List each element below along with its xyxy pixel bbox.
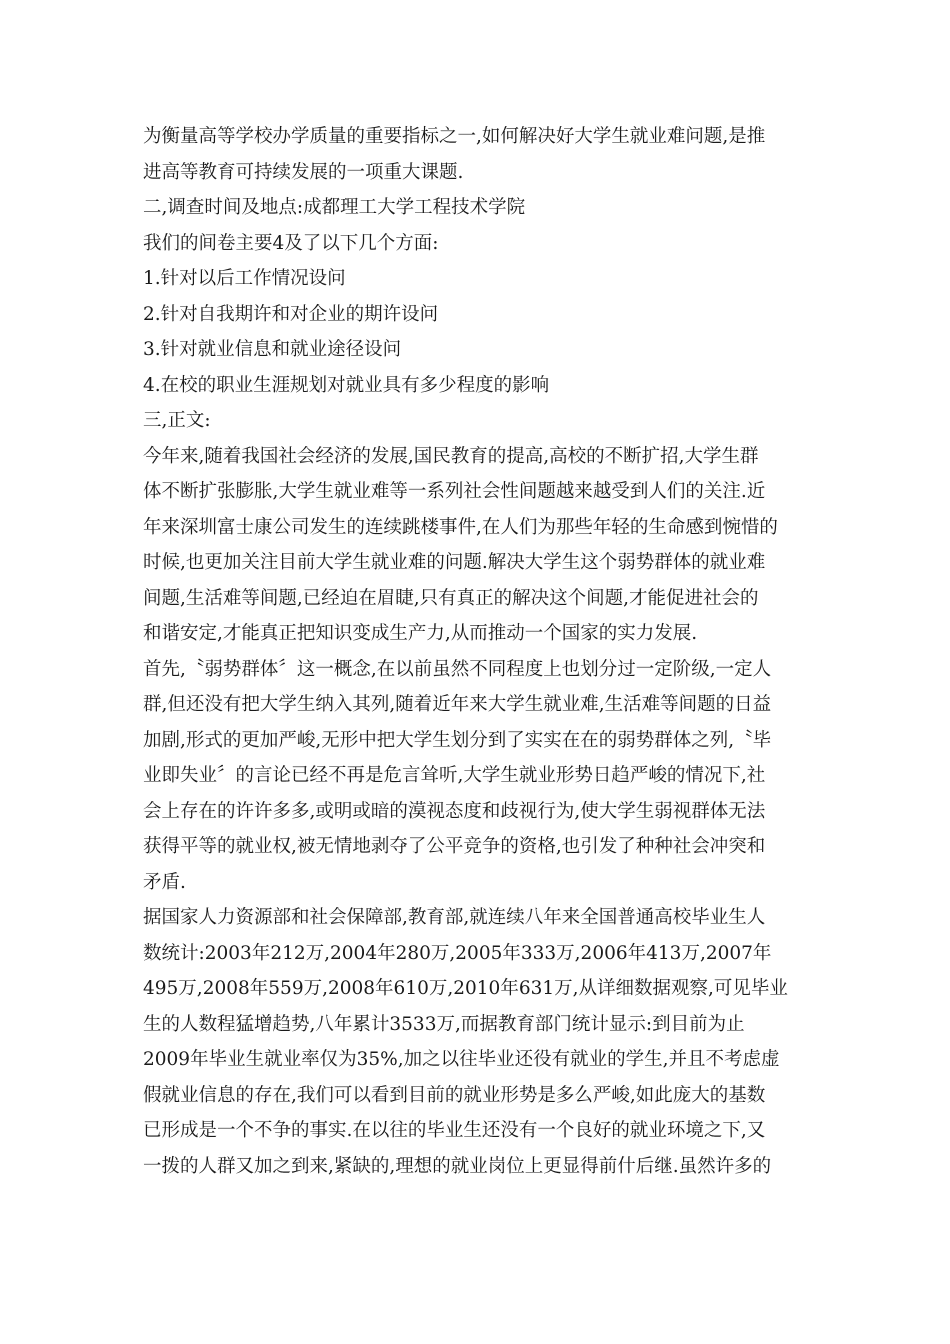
body-text xyxy=(143,119,808,1184)
text-line: 假就业信息的存在,我们可以看到目前的就业形势是多么严峻,如此庞大的基数 xyxy=(143,1084,766,1106)
text-line: 为衡量高等学校办学质量的重要指标之一,如何解决好大学生就业难问题,是推 xyxy=(143,126,766,147)
text-line: 业即失业〞的言论已经不再是危言耸听,大学生就业形势日趋严峻的情况下,社 xyxy=(143,765,766,786)
text-line: 今年来,随着我国社会经济的发展,国民教育的提高,高校的不断扩招,大学生群 xyxy=(143,445,759,467)
list-item: 2.针对自我期许和对企业的期许设问 xyxy=(143,303,439,325)
text-line: 一拨的人群又加之到来,紧缺的,理想的就业岗位上更显得前什后继.虽然许多的 xyxy=(143,1155,772,1177)
text-line: 495万,2008年559万,2008年610万,2010年631万,从详细数据观察,可见毕业 xyxy=(143,978,788,999)
text-line: 时候,也更加关注目前大学生就业难的问题.解决大学生这个弱势群体的就业难 xyxy=(143,552,766,573)
text-line: 已形成是一个不争的事实.在以往的毕业生还没有一个良好的就业环境之下,又 xyxy=(143,1120,766,1141)
text-line: 我们的间卷主要4及了以下几个方面: xyxy=(143,232,439,254)
text-line: 会上存在的许许多多,或明或暗的漠视态度和歧视行为,使大学生弱视群体无法 xyxy=(143,800,766,822)
list-item: 3.针对就业信息和就业途径设问 xyxy=(143,339,402,360)
text-line: 首先,〝弱势群体〞这一概念,在以前虽然不同程度上也划分过一定阶级,一定人 xyxy=(143,658,772,680)
text-line: 数统计:2003年212万,2004年280万,2005年333万,2006年413万,2007年 xyxy=(143,942,772,964)
text-line: 年来深圳富士康公司发生的连续跳楼事件,在人们为那些年轻的生命感到惋惜的 xyxy=(143,516,778,538)
text-line: 和谐安定,才能真正把知识变成生产力,从而推动一个国家的实力发展. xyxy=(143,623,698,644)
text-line: 生的人数程猛增趋势,八年累计3533万,而据教育部门统计显示:到目前为止 xyxy=(143,1013,745,1035)
text-line: 获得平等的就业权,被无情地剥夺了公平竞争的资格,也引发了种种社会冲突和 xyxy=(143,836,766,857)
list-item: 1.针对以后工作情况设问 xyxy=(143,268,346,289)
text-line: 进高等教育可持续发展的一项重大课题. xyxy=(143,161,464,183)
text-line: 加剧,形式的更加严峻,无形中把大学生划分到了实实在在的弱势群体之列,〝毕 xyxy=(143,729,772,751)
text-line: 群,但还没有把大学生纳入其列,随着近年来大学生就业难,生活难等间题的日益 xyxy=(143,694,772,715)
section-heading: 二,调查时间及地点:成都理工大学工程技术学院 xyxy=(143,197,526,218)
section-heading: 三,正文: xyxy=(143,410,211,431)
text-line: 矛盾. xyxy=(143,871,186,893)
text-line: 据国家人力资源部和社会保障部,教育部,就连续八年来全国普通高校毕业生人 xyxy=(143,907,766,928)
text-line: 2009年毕业生就业率仅为35%,加之以往毕业还役有就业的学生,并且不考虑虚 xyxy=(143,1049,780,1070)
text-line: 体不断扩张膨胀,大学生就业难等一系列社会性间题越来越受到人们的关注.近 xyxy=(143,481,766,502)
text-line: 间题,生活难等间题,已经迫在眉睫,只有真正的解决这个间题,才能促进社会的 xyxy=(143,587,759,609)
list-item: 4.在校的职业生涯规划对就业具有多少程度的影响 xyxy=(143,374,550,396)
